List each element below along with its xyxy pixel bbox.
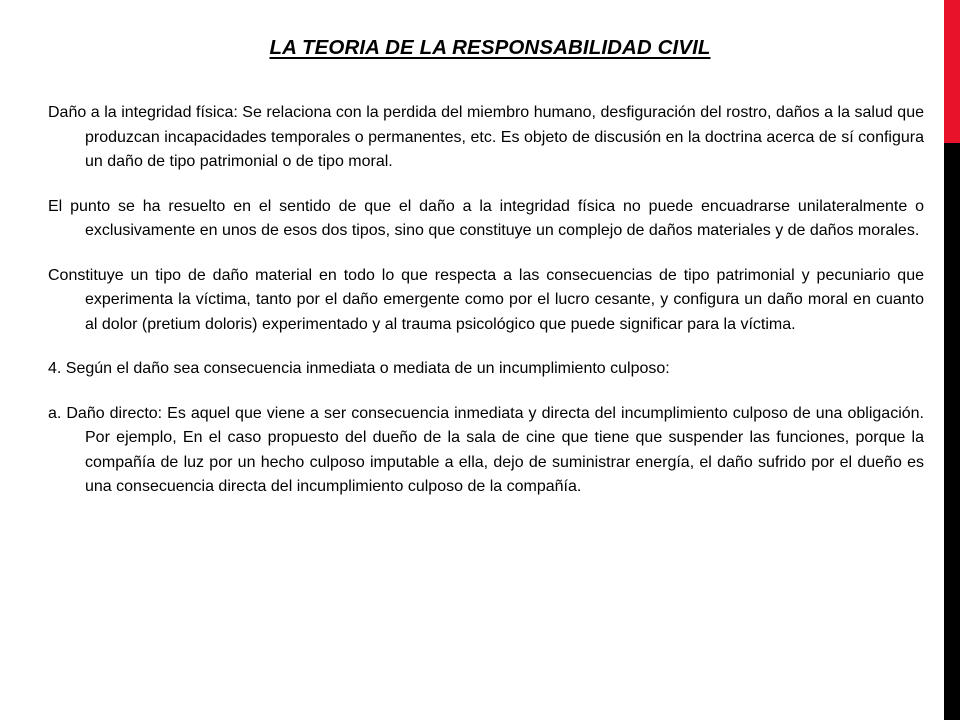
slide-title: LA TEORIA DE LA RESPONSABILIDAD CIVIL — [269, 36, 711, 59]
slide-body — [48, 101, 924, 520]
paragraph-resolucion: El punto se ha resuelto en el sentido de que el daño a la integridad física no puede encuadrarse unilateralmente o exclusivamente en unos de esos dos tipos, sino que constituye un complejo de daños materiales y de daños morales. — [48, 197, 924, 239]
accent-bar-black — [944, 143, 960, 720]
paragraph-dano-directo: a. Daño directo: Es aquel que viene a ser consecuencia inmediata y directa del incumplimiento culposo de una obligación. Por ejemplo, En el caso propuesto del dueño de la sala de cine que tiene que suspender las funciones, porque la compañía de luz por un hecho culposo imputable a ella, dejo de suministrar energía, el daño sufrido por el dueño es una consecuencia directa del incumplimiento culposo de la compañía. — [48, 404, 924, 495]
paragraph-integridad-fisica: Daño a la integridad física: Se relaciona con la perdida del miembro humano, desfiguración del rostro, daños a la salud que produzcan incapacidades temporales o permanentes, etc. Es objeto de discusión en la doctrina acerca de sí configura un daño de tipo patrimonial o de tipo moral. — [48, 104, 924, 170]
paragraph-dano-material: Constituye un tipo de daño material en todo lo que respecta a las consecuencias de tipo patrimonial y pecuniario que experimenta la víctima, tanto por el daño emergente como por el lucro cesante, y configura un daño moral en cuanto al dolor (pretium doloris) experimentado y al trauma psicológico que puede significar para la víctima. — [48, 266, 924, 333]
accent-bar-red — [944, 0, 960, 143]
paragraph-clasificacion: 4. Según el daño sea consecuencia inmediata o mediata de un incumplimiento culposo: — [48, 360, 670, 377]
